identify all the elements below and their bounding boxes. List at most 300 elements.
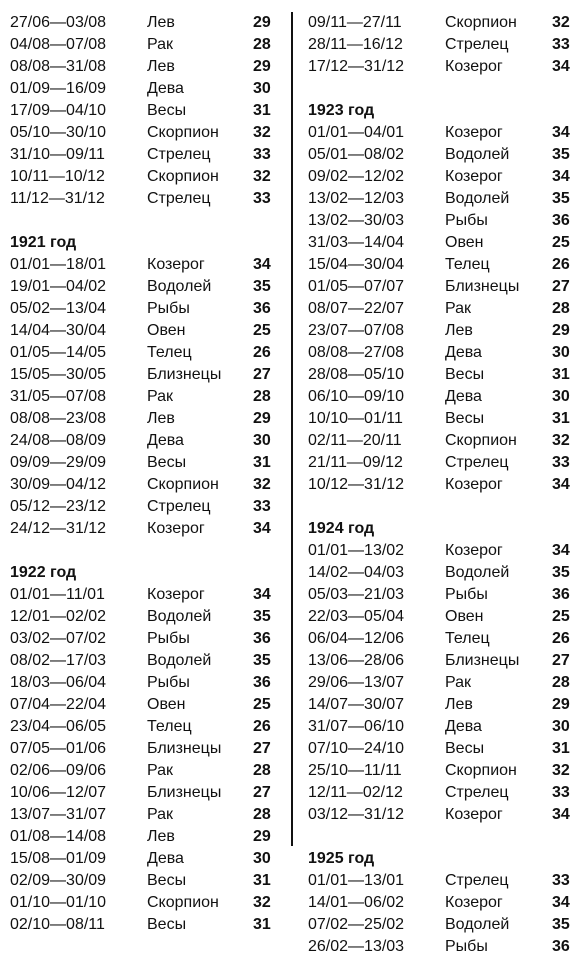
date-range: 12/01—02/02 bbox=[10, 608, 107, 625]
sign-number: 30 bbox=[253, 80, 271, 97]
date-range: 13/06—28/06 bbox=[308, 652, 405, 669]
zodiac-sign: Весы bbox=[147, 872, 187, 889]
zodiac-sign: Телец bbox=[445, 256, 490, 273]
right-column bbox=[308, 12, 584, 958]
date-range: 07/05—01/06 bbox=[10, 740, 107, 757]
zodiac-sign: Водолей bbox=[445, 564, 510, 581]
date-range: 24/12—31/12 bbox=[10, 520, 107, 537]
table-row bbox=[10, 276, 284, 298]
sign-number: 26 bbox=[253, 344, 271, 361]
sign-number: 31 bbox=[253, 916, 271, 933]
date-range: 03/12—31/12 bbox=[308, 806, 405, 823]
table-row bbox=[10, 738, 284, 760]
table-row bbox=[10, 826, 284, 848]
sign-number: 34 bbox=[552, 542, 570, 559]
zodiac-sign: Рак bbox=[147, 36, 174, 53]
date-range: 29/06—13/07 bbox=[308, 674, 405, 691]
zodiac-sign: Овен bbox=[445, 608, 484, 625]
sign-number: 31 bbox=[253, 102, 271, 119]
year-heading: 1921 год bbox=[10, 234, 77, 251]
zodiac-sign: Козерог bbox=[445, 124, 503, 141]
zodiac-sign: Дева bbox=[445, 718, 482, 735]
table-row bbox=[308, 342, 584, 364]
zodiac-sign: Лев bbox=[445, 322, 473, 339]
table-row bbox=[10, 628, 284, 650]
sign-number: 29 bbox=[253, 58, 271, 75]
sign-number: 25 bbox=[552, 608, 570, 625]
zodiac-sign: Близнецы bbox=[147, 366, 222, 383]
date-range: 03/02—07/02 bbox=[10, 630, 107, 647]
zodiac-sign: Лев bbox=[147, 58, 175, 75]
date-range: 06/04—12/06 bbox=[308, 630, 405, 647]
table-row bbox=[10, 848, 284, 870]
date-range: 07/10—24/10 bbox=[308, 740, 405, 757]
sign-number: 29 bbox=[253, 14, 271, 31]
zodiac-sign: Козерог bbox=[445, 58, 503, 75]
date-range: 23/07—07/08 bbox=[308, 322, 405, 339]
date-range: 01/01—18/01 bbox=[10, 256, 107, 273]
sign-number: 35 bbox=[253, 278, 271, 295]
date-range: 19/01—04/02 bbox=[10, 278, 107, 295]
sign-number: 31 bbox=[552, 740, 570, 757]
date-range: 31/03—14/04 bbox=[308, 234, 405, 251]
table-row bbox=[10, 804, 284, 826]
zodiac-sign: Близнецы bbox=[147, 784, 222, 801]
sign-number: 33 bbox=[552, 784, 570, 801]
zodiac-sign: Рыбы bbox=[147, 674, 190, 691]
table-row bbox=[308, 56, 584, 78]
zodiac-sign: Рыбы bbox=[147, 300, 190, 317]
zodiac-sign: Козерог bbox=[147, 586, 205, 603]
table-row bbox=[308, 540, 584, 562]
date-range: 15/08—01/09 bbox=[10, 850, 107, 867]
sign-number: 28 bbox=[253, 762, 271, 779]
sign-number: 34 bbox=[253, 256, 271, 273]
table-row bbox=[10, 188, 284, 210]
sign-number: 29 bbox=[253, 410, 271, 427]
table-row bbox=[10, 650, 284, 672]
date-range: 28/11—16/12 bbox=[308, 36, 403, 53]
zodiac-sign: Козерог bbox=[445, 806, 503, 823]
sign-number: 29 bbox=[552, 322, 570, 339]
date-range: 01/09—16/09 bbox=[10, 80, 107, 97]
zodiac-sign: Лев bbox=[147, 14, 175, 31]
date-range: 02/11—20/11 bbox=[308, 432, 402, 449]
sign-number: 32 bbox=[253, 894, 271, 911]
table-row bbox=[10, 364, 284, 386]
date-range: 31/10—09/11 bbox=[10, 146, 105, 163]
zodiac-sign: Дева bbox=[445, 388, 482, 405]
table-row bbox=[308, 122, 584, 144]
date-range: 08/08—31/08 bbox=[10, 58, 107, 75]
table-row bbox=[308, 474, 584, 496]
sign-number: 34 bbox=[552, 58, 570, 75]
zodiac-sign: Водолей bbox=[147, 652, 212, 669]
table-row bbox=[10, 122, 284, 144]
sign-number: 33 bbox=[253, 498, 271, 515]
table-row bbox=[308, 914, 584, 936]
sign-number: 32 bbox=[253, 476, 271, 493]
date-range: 09/11—27/11 bbox=[308, 14, 402, 31]
sign-number: 31 bbox=[253, 872, 271, 889]
date-range: 15/04—30/04 bbox=[308, 256, 405, 273]
sign-number: 26 bbox=[552, 256, 570, 273]
sign-number: 34 bbox=[552, 894, 570, 911]
date-range: 13/02—12/03 bbox=[308, 190, 405, 207]
zodiac-sign: Козерог bbox=[445, 476, 503, 493]
table-row bbox=[10, 518, 284, 540]
zodiac-sign: Скорпион bbox=[147, 476, 219, 493]
table-row bbox=[308, 760, 584, 782]
zodiac-sign: Стрелец bbox=[445, 36, 509, 53]
zodiac-sign: Овен bbox=[147, 322, 186, 339]
table-row bbox=[10, 716, 284, 738]
date-range: 15/05—30/05 bbox=[10, 366, 107, 383]
table-row bbox=[308, 408, 584, 430]
zodiac-sign: Телец bbox=[445, 630, 490, 647]
table-row bbox=[308, 804, 584, 826]
table-row bbox=[10, 342, 284, 364]
zodiac-sign: Козерог bbox=[445, 542, 503, 559]
date-range: 26/02—13/03 bbox=[308, 938, 405, 955]
sign-number: 25 bbox=[253, 322, 271, 339]
sign-number: 30 bbox=[253, 850, 271, 867]
zodiac-sign: Стрелец bbox=[147, 190, 211, 207]
date-range: 01/05—14/05 bbox=[10, 344, 107, 361]
sign-number: 33 bbox=[253, 146, 271, 163]
date-range: 08/08—23/08 bbox=[10, 410, 107, 427]
table-row bbox=[308, 716, 584, 738]
zodiac-sign: Телец bbox=[147, 344, 192, 361]
sign-number: 25 bbox=[253, 696, 271, 713]
zodiac-sign: Козерог bbox=[147, 256, 205, 273]
sign-number: 36 bbox=[552, 212, 570, 229]
date-range: 01/01—11/01 bbox=[10, 586, 105, 603]
sign-number: 30 bbox=[253, 432, 271, 449]
zodiac-sign: Овен bbox=[147, 696, 186, 713]
sign-number: 36 bbox=[253, 300, 271, 317]
sign-number: 35 bbox=[552, 564, 570, 581]
table-row bbox=[308, 188, 584, 210]
zodiac-sign: Рак bbox=[445, 300, 472, 317]
zodiac-sign: Весы bbox=[147, 102, 187, 119]
date-range: 10/06—12/07 bbox=[10, 784, 107, 801]
zodiac-sign: Козерог bbox=[147, 520, 205, 537]
sign-number: 35 bbox=[253, 608, 271, 625]
sign-number: 31 bbox=[552, 410, 570, 427]
table-row bbox=[308, 364, 584, 386]
table-row bbox=[10, 12, 284, 34]
zodiac-sign: Овен bbox=[445, 234, 484, 251]
zodiac-sign: Близнецы bbox=[147, 740, 222, 757]
table-row bbox=[308, 232, 584, 254]
table-row bbox=[308, 694, 584, 716]
year-heading: 1922 год bbox=[10, 564, 77, 581]
table-row bbox=[308, 254, 584, 276]
table-row bbox=[10, 452, 284, 474]
table-row bbox=[10, 694, 284, 716]
zodiac-sign: Лев bbox=[147, 410, 175, 427]
date-range: 01/01—13/01 bbox=[308, 872, 405, 889]
zodiac-sign: Водолей bbox=[445, 146, 510, 163]
date-range: 12/11—02/12 bbox=[308, 784, 403, 801]
table-row bbox=[10, 870, 284, 892]
table-row bbox=[10, 496, 284, 518]
date-range: 14/02—04/03 bbox=[308, 564, 405, 581]
sign-number: 36 bbox=[253, 674, 271, 691]
sign-number: 36 bbox=[552, 938, 570, 955]
sign-number: 25 bbox=[552, 234, 570, 251]
zodiac-sign: Рыбы bbox=[445, 938, 488, 955]
date-range: 10/11—10/12 bbox=[10, 168, 105, 185]
table-row bbox=[10, 606, 284, 628]
zodiac-sign: Весы bbox=[445, 366, 485, 383]
date-range: 06/10—09/10 bbox=[308, 388, 405, 405]
zodiac-sign: Водолей bbox=[147, 608, 212, 625]
sign-number: 34 bbox=[552, 806, 570, 823]
zodiac-sign: Скорпион bbox=[147, 168, 219, 185]
zodiac-sign: Близнецы bbox=[445, 652, 520, 669]
zodiac-sign: Стрелец bbox=[147, 146, 211, 163]
table-row bbox=[10, 474, 284, 496]
table-row bbox=[308, 672, 584, 694]
sign-number: 31 bbox=[552, 366, 570, 383]
date-range: 09/02—12/02 bbox=[308, 168, 405, 185]
zodiac-sign: Водолей bbox=[445, 190, 510, 207]
table-row bbox=[308, 210, 584, 232]
zodiac-sign: Скорпион bbox=[147, 894, 219, 911]
table-row bbox=[10, 78, 284, 100]
table-row bbox=[308, 386, 584, 408]
table-row bbox=[10, 430, 284, 452]
year-heading: 1924 год bbox=[308, 520, 375, 537]
zodiac-sign: Дева bbox=[147, 80, 184, 97]
sign-number: 32 bbox=[552, 14, 570, 31]
table-row bbox=[10, 760, 284, 782]
sign-number: 35 bbox=[253, 652, 271, 669]
date-range: 05/12—23/12 bbox=[10, 498, 107, 515]
table-row bbox=[10, 144, 284, 166]
date-range: 05/01—08/02 bbox=[308, 146, 405, 163]
date-range: 07/02—25/02 bbox=[308, 916, 405, 933]
sign-number: 29 bbox=[253, 828, 271, 845]
table-row bbox=[308, 298, 584, 320]
table-row bbox=[10, 584, 284, 606]
date-range: 30/09—04/12 bbox=[10, 476, 107, 493]
date-range: 23/04—06/05 bbox=[10, 718, 107, 735]
zodiac-sign: Лев bbox=[147, 828, 175, 845]
table-row bbox=[308, 606, 584, 628]
table-row bbox=[10, 408, 284, 430]
date-range: 17/09—04/10 bbox=[10, 102, 107, 119]
sign-number: 35 bbox=[552, 190, 570, 207]
zodiac-sign: Стрелец bbox=[445, 784, 509, 801]
table-row bbox=[308, 584, 584, 606]
date-range: 10/10—01/11 bbox=[308, 410, 403, 427]
table-row bbox=[308, 738, 584, 760]
table-row bbox=[308, 870, 584, 892]
date-range: 09/09—29/09 bbox=[10, 454, 107, 471]
zodiac-sign: Водолей bbox=[445, 916, 510, 933]
zodiac-sign: Скорпион bbox=[445, 762, 517, 779]
sign-number: 35 bbox=[552, 916, 570, 933]
table-row bbox=[10, 56, 284, 78]
table-row bbox=[10, 34, 284, 56]
sign-number: 27 bbox=[253, 366, 271, 383]
zodiac-sign: Весы bbox=[147, 916, 187, 933]
sign-number: 31 bbox=[253, 454, 271, 471]
zodiac-sign: Козерог bbox=[445, 894, 503, 911]
table-row bbox=[308, 936, 584, 958]
zodiac-sign: Весы bbox=[147, 454, 187, 471]
zodiac-sign: Телец bbox=[147, 718, 192, 735]
sign-number: 32 bbox=[253, 124, 271, 141]
date-range: 05/02—13/04 bbox=[10, 300, 107, 317]
sign-number: 35 bbox=[552, 146, 570, 163]
sign-number: 34 bbox=[253, 586, 271, 603]
sign-number: 30 bbox=[552, 718, 570, 735]
date-range: 02/06—09/06 bbox=[10, 762, 107, 779]
table-row bbox=[308, 782, 584, 804]
sign-number: 33 bbox=[253, 190, 271, 207]
date-range: 27/06—03/08 bbox=[10, 14, 107, 31]
sign-number: 28 bbox=[253, 36, 271, 53]
date-range: 22/03—05/04 bbox=[308, 608, 405, 625]
date-range: 11/12—31/12 bbox=[10, 190, 105, 207]
date-range: 18/03—06/04 bbox=[10, 674, 107, 691]
table-row bbox=[10, 914, 284, 936]
date-range: 05/10—30/10 bbox=[10, 124, 107, 141]
table-row bbox=[10, 320, 284, 342]
sign-number: 27 bbox=[552, 278, 570, 295]
date-range: 13/07—31/07 bbox=[10, 806, 107, 823]
zodiac-sign: Водолей bbox=[147, 278, 212, 295]
sign-number: 29 bbox=[552, 696, 570, 713]
date-range: 01/05—07/07 bbox=[308, 278, 405, 295]
date-range: 13/02—30/03 bbox=[308, 212, 405, 229]
sign-number: 28 bbox=[552, 300, 570, 317]
sign-number: 34 bbox=[552, 476, 570, 493]
zodiac-sign: Рак bbox=[147, 388, 174, 405]
date-range: 31/07—06/10 bbox=[308, 718, 405, 735]
sign-number: 30 bbox=[552, 388, 570, 405]
sign-number: 30 bbox=[552, 344, 570, 361]
sign-number: 27 bbox=[253, 784, 271, 801]
zodiac-sign: Рыбы bbox=[445, 586, 488, 603]
date-range: 02/10—08/11 bbox=[10, 916, 105, 933]
zodiac-sign: Рыбы bbox=[147, 630, 190, 647]
zodiac-sign: Близнецы bbox=[445, 278, 520, 295]
sign-number: 36 bbox=[253, 630, 271, 647]
date-range: 14/07—30/07 bbox=[308, 696, 405, 713]
table-row bbox=[308, 166, 584, 188]
date-range: 28/08—05/10 bbox=[308, 366, 405, 383]
zodiac-sign: Скорпион bbox=[147, 124, 219, 141]
date-range: 04/08—07/08 bbox=[10, 36, 107, 53]
table-row bbox=[308, 452, 584, 474]
zodiac-sign: Весы bbox=[445, 740, 485, 757]
date-range: 10/12—31/12 bbox=[308, 476, 405, 493]
zodiac-sign: Скорпион bbox=[445, 432, 517, 449]
date-range: 01/08—14/08 bbox=[10, 828, 107, 845]
zodiac-sign: Рак bbox=[445, 674, 472, 691]
sign-number: 34 bbox=[253, 520, 271, 537]
table-row bbox=[308, 12, 584, 34]
date-range: 14/04—30/04 bbox=[10, 322, 107, 339]
date-range: 02/09—30/09 bbox=[10, 872, 107, 889]
sign-number: 36 bbox=[552, 586, 570, 603]
date-range: 01/01—04/01 bbox=[308, 124, 405, 141]
date-range: 08/02—17/03 bbox=[10, 652, 107, 669]
table-row bbox=[10, 254, 284, 276]
zodiac-sign: Дева bbox=[147, 432, 184, 449]
sign-number: 34 bbox=[552, 124, 570, 141]
zodiac-sign: Лев bbox=[445, 696, 473, 713]
date-range: 17/12—31/12 bbox=[308, 58, 405, 75]
sign-number: 33 bbox=[552, 36, 570, 53]
date-range: 01/10—01/10 bbox=[10, 894, 107, 911]
date-range: 24/08—08/09 bbox=[10, 432, 107, 449]
zodiac-sign: Дева bbox=[147, 850, 184, 867]
zodiac-sign: Рак bbox=[147, 806, 174, 823]
table-row bbox=[10, 100, 284, 122]
date-range: 31/05—07/08 bbox=[10, 388, 107, 405]
zodiac-sign: Дева bbox=[445, 344, 482, 361]
sign-number: 28 bbox=[253, 388, 271, 405]
year-heading: 1925 год bbox=[308, 850, 375, 867]
sign-number: 26 bbox=[552, 630, 570, 647]
zodiac-sign: Стрелец bbox=[445, 454, 509, 471]
table-row bbox=[308, 34, 584, 56]
sign-number: 32 bbox=[253, 168, 271, 185]
table-row bbox=[10, 782, 284, 804]
date-range: 01/01—13/02 bbox=[308, 542, 405, 559]
year-heading: 1923 год bbox=[308, 102, 375, 119]
table-row bbox=[308, 320, 584, 342]
zodiac-sign: Весы bbox=[445, 410, 485, 427]
table-row bbox=[308, 650, 584, 672]
sign-number: 27 bbox=[552, 652, 570, 669]
sign-number: 32 bbox=[552, 432, 570, 449]
date-range: 21/11—09/12 bbox=[308, 454, 403, 471]
sign-number: 34 bbox=[552, 168, 570, 185]
table-row bbox=[308, 892, 584, 914]
date-range: 08/08—27/08 bbox=[308, 344, 405, 361]
table-row bbox=[308, 628, 584, 650]
date-range: 08/07—22/07 bbox=[308, 300, 405, 317]
sign-number: 33 bbox=[552, 872, 570, 889]
table-row bbox=[10, 166, 284, 188]
table-row bbox=[308, 430, 584, 452]
date-range: 14/01—06/02 bbox=[308, 894, 405, 911]
table-row bbox=[10, 386, 284, 408]
zodiac-sign: Скорпион bbox=[445, 14, 517, 31]
sign-number: 27 bbox=[253, 740, 271, 757]
table-row bbox=[10, 298, 284, 320]
date-range: 25/10—11/11 bbox=[308, 762, 402, 779]
sign-number: 26 bbox=[253, 718, 271, 735]
sign-number: 32 bbox=[552, 762, 570, 779]
table-row bbox=[10, 672, 284, 694]
date-range: 05/03—21/03 bbox=[308, 586, 405, 603]
left-column bbox=[10, 12, 284, 936]
sign-number: 33 bbox=[552, 454, 570, 471]
table-row bbox=[308, 562, 584, 584]
table-row bbox=[308, 276, 584, 298]
zodiac-sign: Стрелец bbox=[445, 872, 509, 889]
zodiac-sign: Рак bbox=[147, 762, 174, 779]
zodiac-sign: Рыбы bbox=[445, 212, 488, 229]
